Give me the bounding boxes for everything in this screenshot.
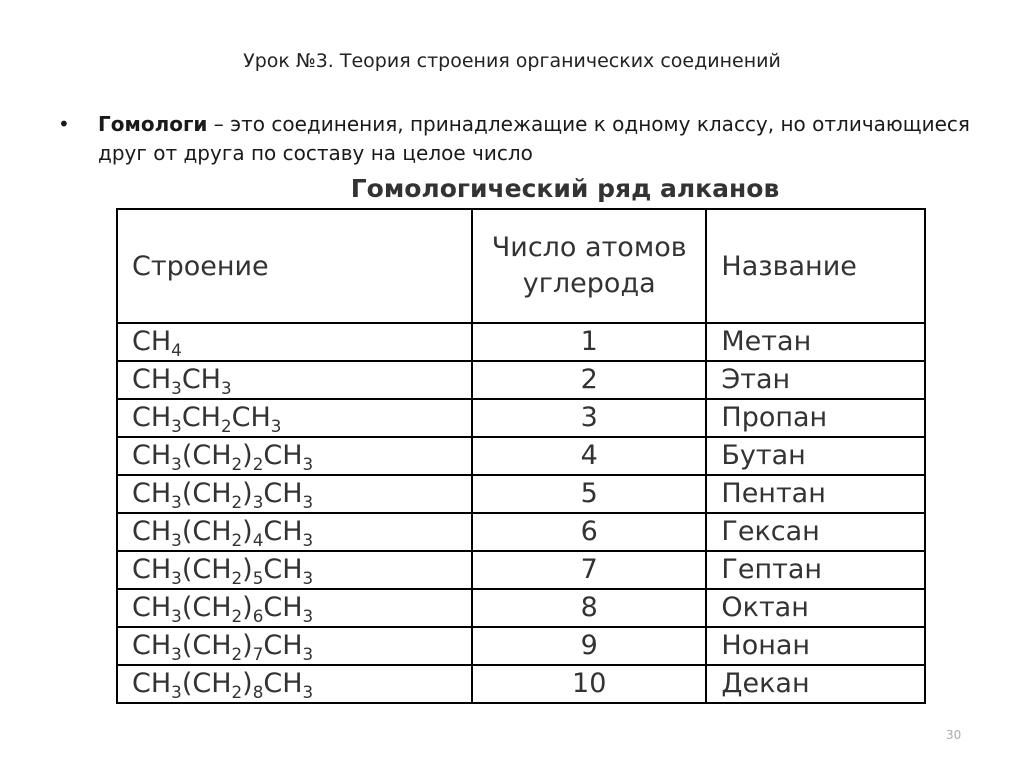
- alkane-name-cell: Гексан: [706, 513, 925, 551]
- alkane-name-cell: Гептан: [706, 551, 925, 589]
- bullet-definition: – это соединения, принадлежащие к одному классу, но отличающиеся друг от друга по составу на целое число: [98, 112, 970, 165]
- alkane-name-cell: Пентан: [706, 475, 925, 513]
- alkane-name-cell: Октан: [706, 589, 925, 627]
- carbon-count-cell: 8: [472, 589, 706, 627]
- header-name: Название: [706, 209, 925, 323]
- table-row: [117, 665, 925, 703]
- carbon-count-cell: 9: [472, 627, 706, 665]
- carbon-count-cell: 5: [472, 475, 706, 513]
- table-title: Гомологический ряд алканов: [350, 174, 780, 203]
- alkanes-table: [116, 208, 926, 704]
- carbon-count-cell: 4: [472, 437, 706, 475]
- bullet-term: Гомологи: [98, 112, 208, 136]
- formula-cell: $CH_3(CH_2)_6CH_3$: [117, 589, 472, 627]
- header-carbon-count: Число атомов углерода: [472, 209, 706, 323]
- table-row: [117, 437, 925, 475]
- alkane-name-cell: Декан: [706, 665, 925, 703]
- alkane-name-cell: Этан: [706, 361, 925, 399]
- carbon-count-cell: 6: [472, 513, 706, 551]
- table-body: [117, 323, 925, 703]
- header-structure: Строение: [117, 209, 472, 323]
- formula-cell: $CH_3(CH_2)_4CH_3$: [117, 513, 472, 551]
- formula-cell: $CH_3(CH_2)_2CH_3$: [117, 437, 472, 475]
- table-row: [117, 551, 925, 589]
- formula-cell: $CH_4$: [117, 323, 472, 361]
- formula-cell: $CH_3(CH_2)_3CH_3$: [117, 475, 472, 513]
- carbon-count-cell: 2: [472, 361, 706, 399]
- formula-cell: $CH_3(CH_2)_7CH_3$: [117, 627, 472, 665]
- formula-cell: $CH_3(CH_2)_8CH_3$: [117, 665, 472, 703]
- table-header-row: [117, 209, 925, 323]
- slide-number: 30: [946, 728, 962, 742]
- alkane-name-cell: Пропан: [706, 399, 925, 437]
- table-row: [117, 399, 925, 437]
- carbon-count-cell: 1: [472, 323, 706, 361]
- table-row: [117, 589, 925, 627]
- table-row: [117, 361, 925, 399]
- slide-title: Урок №3. Теория строения органических соединений: [243, 50, 781, 72]
- formula-cell: $CH_3CH_2CH_3$: [117, 399, 472, 437]
- carbon-count-cell: 10: [472, 665, 706, 703]
- table-row: [117, 323, 925, 361]
- alkane-name-cell: Метан: [706, 323, 925, 361]
- table-row: [117, 513, 925, 551]
- carbon-count-cell: 7: [472, 551, 706, 589]
- bullet-dot: •: [58, 112, 70, 136]
- table-row: [117, 475, 925, 513]
- bullet-text: [98, 110, 978, 168]
- carbon-count-cell: 3: [472, 399, 706, 437]
- alkane-name-cell: Бутан: [706, 437, 925, 475]
- table-row: [117, 627, 925, 665]
- formula-cell: $CH_3CH_3$: [117, 361, 472, 399]
- alkane-name-cell: Нонан: [706, 627, 925, 665]
- formula-cell: $CH_3(CH_2)_5CH_3$: [117, 551, 472, 589]
